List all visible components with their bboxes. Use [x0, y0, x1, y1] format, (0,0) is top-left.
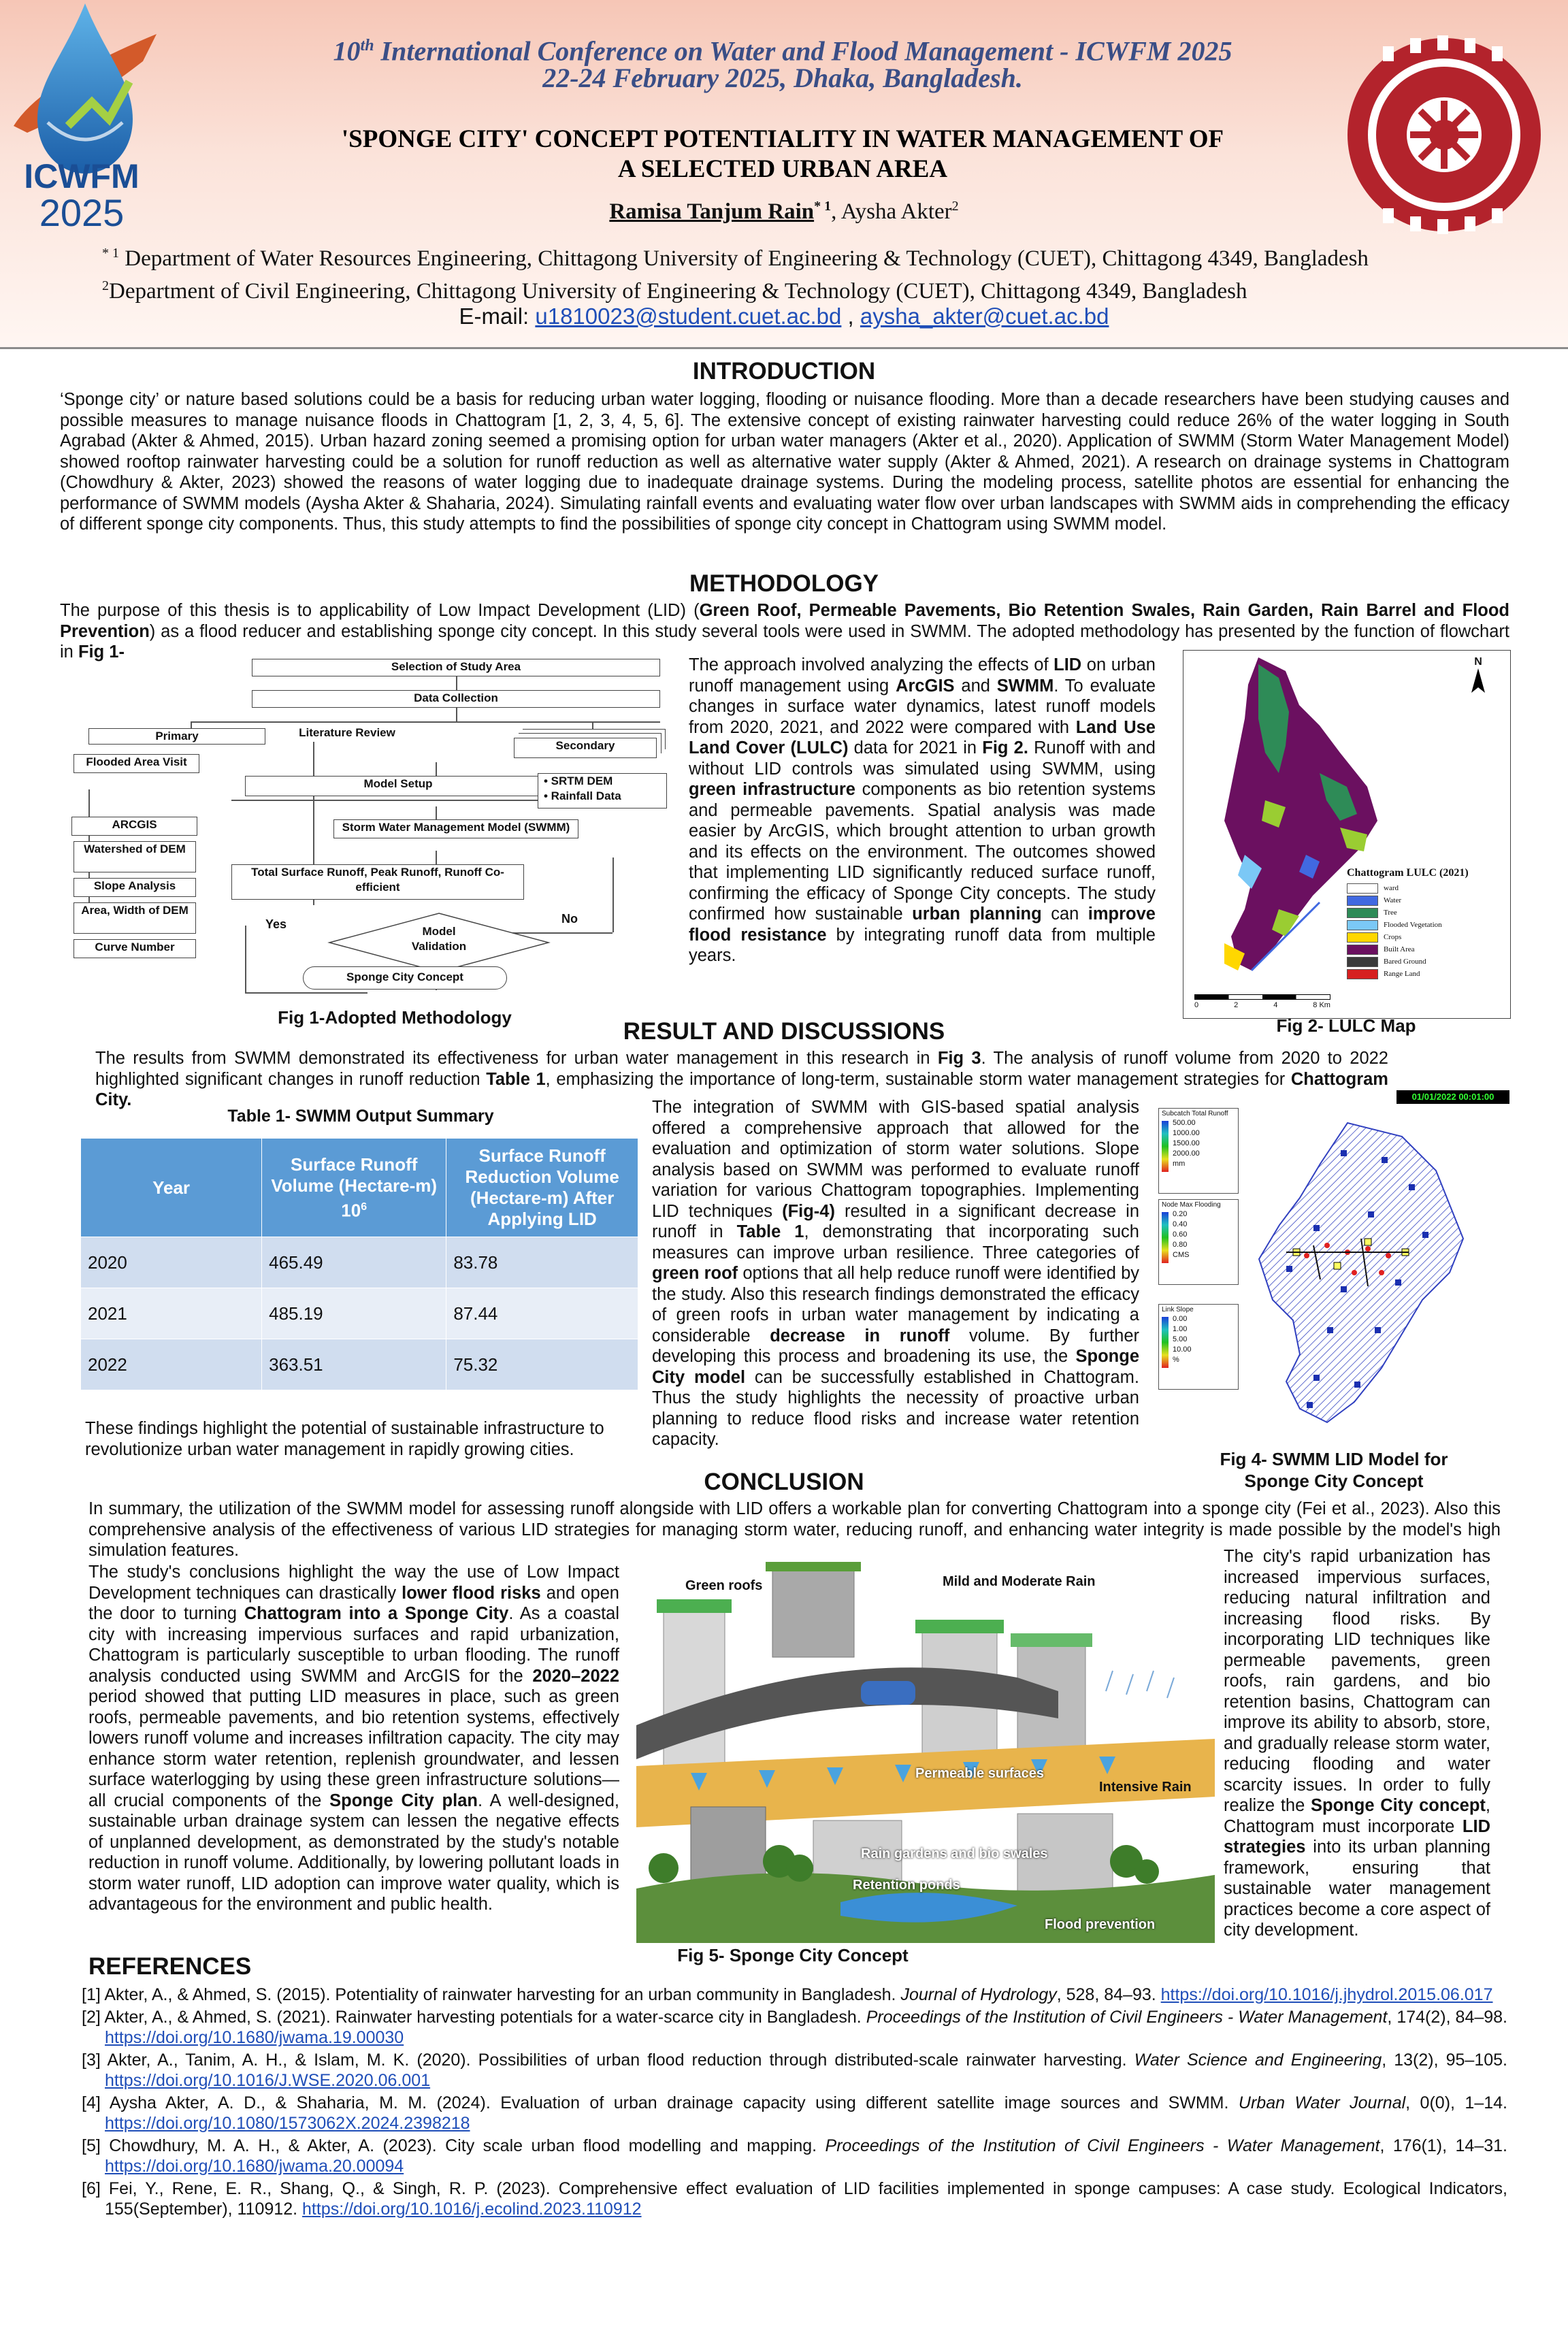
fc-yes: Yes — [265, 917, 287, 931]
lulc-legend-item: Tree — [1347, 906, 1503, 919]
reference-link[interactable]: https://doi.org/10.1080/1573062X.2024.2398218 — [105, 2114, 470, 2133]
fc-model-setup: Model Setup — [245, 776, 551, 796]
north-arrow-icon — [1471, 668, 1485, 693]
methodology-flowchart — [68, 653, 681, 1007]
findings-text: These findings highlight the potential of sustainable infrastructure to revolutionize urban water management in rapidly growing cities. — [85, 1419, 604, 1459]
logo-text-icwfm: ICWFM — [24, 157, 140, 195]
fc-data-collection: Data Collection — [252, 690, 660, 708]
fc-total-runoff: Total Surface Runoff, Peak Runoff, Runoff Co-efficient — [231, 864, 524, 900]
email-line: E-mail: u1810023@student.cuet.ac.bd , aysha_akter@cuet.ac.bd — [459, 304, 1109, 329]
swmm-legend-flooding: Node Max Flooding 0.20 0.40 0.60 0.80 CMS — [1158, 1199, 1239, 1285]
conclusion-heading: CONCLUSION — [704, 1469, 864, 1495]
legend-swatch — [1347, 920, 1378, 930]
table-header-reduction: Surface Runoff Reduction Volume (Hectare-m) After Applying LID — [446, 1139, 638, 1237]
methodology-heading: METHODOLOGY — [689, 570, 879, 597]
reference-link[interactable]: https://doi.org/10.1680/jwama.20.00094 — [105, 2157, 404, 2176]
conclusion-right: The city's rapid urbanization has increased impervious surfaces, reducing natural infiltration and increasing flood risks. By incorporating LID techniques like permeable pavements, green roofs, rain gardens, and bio retention basins, Chattogram can improve its ability to absorb, store, and gradually release storm water, reducing flooding and water scarcity issues. In order to fully realize the Sponge City concept, Chattogram must incorporate LID strategies into its urban planning framework, ensuring that sustainable water management practices become a core aspect of city development. — [1224, 1547, 1490, 1940]
fc-no: No — [561, 912, 578, 926]
affiliation-2: $^2$Department of Civil Engineering, Chittagong University of Engineering & Technology (CUET), Chittagong 4349, Bangladesh — [102, 278, 1247, 304]
poster-title-line-1: 'SPONGE CITY' CONCEPT POTENTIALITY IN WATER MANAGEMENT OF — [341, 125, 1224, 153]
table-row: 2022 363.51 75.32 — [81, 1339, 638, 1390]
label-intensive-rain: Intensive Rain — [1099, 1780, 1192, 1795]
label-flood-prevention: Flood prevention — [1045, 1917, 1156, 1932]
reference-item: [2] Akter, A., & Ahmed, S. (2021). Rainwater harvesting potentials for a water-scarce city in Bangladesh. Proceedings of the Institution of Civil Engineers - Water Management, 174(2), 84–98. https://doi.org/10.1680/jwama.19.00030 — [82, 2008, 1507, 2047]
reference-item: [1] Akter, A., & Ahmed, S. (2015). Potentiality of rainwater harvesting for an urban community in Bangladesh. Journal of Hydrology, 528, 84–93. https://doi.org/10.1016/j.jhydrol.2015.06.017 — [82, 1985, 1493, 2004]
methodology-intro: The purpose of this thesis is to applicability of Low Impact Development (LID) (Green Roof, Permeable Pavements, Bio Retention Swales, Rain Garden, Rain Barrel and Flood Prevention) as a flood reducer and establishing sponge city concept. In this study several tools were used in SWMM. The adopted methodology has presented by the function of flowchart in Fig 1- — [60, 601, 1510, 662]
fc-slope: Slope Analysis — [74, 878, 196, 897]
fc-srtm-rainfall: • SRTM DEM • Rainfall Data — [538, 773, 667, 808]
legend-swatch — [1347, 883, 1378, 894]
conference-line-1: 10th International Conference on Water and Flood Management - ICWFM 2025 — [333, 35, 1232, 67]
reference-item: [5] Chowdhury, M. A. H., & Akter, A. (2023). City scale urban flood modelling and mapping. Proceedings of the Institution of Civil Engineers - Water Management, 176(1), 14–31. https://doi.org/10.1680/jwama.20.00094 — [82, 2136, 1507, 2176]
fc-literature: Literature Review — [299, 726, 395, 739]
results-heading: RESULT AND DISCUSSIONS — [623, 1018, 945, 1045]
table-header-year: Year — [81, 1139, 262, 1237]
introduction-text: ‘Sponge city’ or nature based solutions could be a basis for reducing urban water logging, flooding or nuisance flooding. More than a decade researchers have been studying causes and possible measures to manage nuisance floods in Chattogram [1, 2, 3, 4, 5, 6]. The extensive concept of existing rainwater harvesting could reduce 26% of the water logging in South Agrabad (Akter & Ahmed, 2015). Urban hazard zoning seemed a promising option for urban water managers (Akter et al., 2020). Application of SWMM (Storm Water Management Model) showed rooftop rainwater harvesting could be a solution for runoff reduction as well as alternative water supply (Akter & Ahmed, 2021). A research on drainage systems in Chattogram (Chowdhury & Akter, 2023) showed the reasons of water logging due to inadequate drainage systems. During the modeling process, satellite photos are essential for enhancing the performance of SWMM models (Aysha Akter & Shaharia, 2024). Simulating rainfall events and evaluating water flow over urban landscapes with SWMM aids in comprehending the efficacy of different sponge city components. Thus, this study attempts to find the possibilities of sponge city concept in Chattogram using SWMM model. — [60, 390, 1509, 534]
lulc-legend-item: Built Area — [1347, 943, 1503, 956]
legend-swatch — [1347, 896, 1378, 906]
fc-selection: Selection of Study Area — [252, 659, 660, 676]
swmm-legend-slope: Link Slope 0.00 1.00 5.00 10.00 % — [1158, 1304, 1239, 1390]
table-row: 2021 485.19 87.44 — [81, 1288, 638, 1339]
swmm-lid-map — [1157, 1089, 1511, 1443]
legend-swatch — [1347, 945, 1378, 955]
lulc-legend-item: ward — [1347, 882, 1503, 894]
results-intro: The results from SWMM demonstrated its effectiveness for urban water management in this research in Fig 3. The analysis of runoff volume from 2020 to 2022 highlighted significant changes in runoff reduction Table 1, emphasizing the importance of long-term, sustainable storm water management strategies for Chattogram City. — [95, 1049, 1388, 1109]
lulc-legend-item: Water — [1347, 894, 1503, 906]
lulc-legend-item: Flooded Vegetation — [1347, 919, 1503, 931]
references-list — [82, 1984, 1507, 2221]
introduction-heading: INTRODUCTION — [692, 358, 876, 385]
fc-flooded-visit: Flooded Area Visit — [74, 754, 199, 773]
authors: Ramisa Tanjum Rain$^{* 1}$, Aysha Akter$^2$ — [609, 199, 959, 224]
reference-link[interactable]: https://doi.org/10.1680/jwama.19.00030 — [105, 2028, 404, 2047]
fc-curve: Curve Number — [74, 939, 196, 958]
lulc-legend-item: Bared Ground — [1347, 956, 1503, 968]
results-paragraph: The integration of SWMM with GIS-based spatial analysis offered a comprehensive approach that allowed for the evaluation and optimization of storm water solutions. Slope analysis based on SWMM was performed to evaluate runoff variation for various Chattogram topographies. Implementing LID techniques (Fig-4) resulted in a significant decrease in runoff in Table 1, demonstrating that incorporating such measures can improve urban resilience. Three categories of green roof options that all help reduce runoff were identified by the study. Also this research findings demonstrated the efficacy of green roofs in urban water management by indicating a considerable decrease in runoff volume. By further developing this process and broadening its use, the Sponge City model can be successfully established in Chattogram. Thus the study highlights the necessity of proactive urban planning to reduce flood risks and increase water retention capacity. — [652, 1098, 1140, 1449]
fig5-caption: Fig 5- Sponge City Concept — [677, 1945, 909, 1965]
lulc-scale: 0 2 4 8 Km — [1194, 994, 1330, 1009]
lulc-legend-item: Crops — [1347, 931, 1503, 943]
references-heading: REFERENCES — [88, 1953, 252, 1980]
fc-area-width: Area, Width of DEM — [74, 902, 196, 934]
main-author: Ramisa Tanjum Rain — [609, 199, 815, 224]
swmm-timestamp: 01/01/2022 00:01:00 — [1396, 1090, 1509, 1104]
label-green-roofs: Green roofs — [685, 1578, 763, 1593]
fc-arcgis: ARCGIS — [71, 817, 197, 836]
table-row: 2020 465.49 83.78 — [81, 1237, 638, 1288]
email-link-2[interactable]: aysha_akter@cuet.ac.bd — [860, 304, 1109, 329]
reference-link[interactable]: https://doi.org/10.1016/J.WSE.2020.06.001 — [105, 2071, 431, 2090]
legend-swatch — [1347, 932, 1378, 943]
email-link-1[interactable]: u1810023@student.cuet.ac.bd — [535, 304, 842, 329]
fc-swmm: Storm Water Management Model (SWMM) — [333, 819, 578, 838]
methodology-paragraph: The approach involved analyzing the effects of LID on urban runoff management using ArcGIS and SWMM. To evaluate changes in surface water dynamics, latest runoff models from 2020, 2021, and 2022 were compared with Land Use Land Cover (LULC) data for 2021 in Fig 2. Runoff with and without LID controls was simulated using SWMM, using green infrastructure components as bio retention systems and permeable pavements. Spatial analysis was made easier by ArcGIS, which brought attention to urban growth and its effects on the environment. The outcomes showed that implementing LID significantly reduced surface runoff, confirming the efficacy of Sponge City concepts. The study confirmed how sustainable urban planning can improve flood resistance by integrating runoff data from multiple years. — [689, 655, 1156, 965]
reference-item: [6] Fei, Y., Rene, E. R., Shang, Q., & Singh, R. P. (2023). Comprehensive effect evaluation of LID facilities implemented in sponge campuses: A case study. Ecological Indicators, 155(September), 110912. https://doi.org/10.1016/j.ecolind.2023.110912 — [82, 2179, 1507, 2219]
fc-validation: Model Validation — [411, 925, 467, 953]
reference-link[interactable]: https://doi.org/10.1016/j.ecolind.2023.110912 — [302, 2200, 642, 2219]
reference-item: [4] Aysha Akter, A. D., & Shaharia, M. M. (2024). Evaluation of urban drainage capacity using different satellite image sources and SWMM. Urban Water Journal, 0(0), 1–14. https://doi.org/10.1080/1573062X.2024.2398218 — [82, 2093, 1507, 2133]
poster-title-line-2: A SELECTED URBAN AREA — [617, 155, 948, 183]
legend-swatch — [1347, 908, 1378, 918]
fig2-caption: Fig 2- LULC Map — [1276, 1015, 1416, 1036]
lulc-legend: Chattogram LULC (2021) ward Water Tree Flooded Vegetation Crops Built Area Bared Ground Range Land — [1347, 867, 1503, 980]
affiliation-1: $^{* 1}$ Department of Water Resources Engineering, Chittagong University of Engineering & Technology (CUET), Chittagong 4349, Bangladesh — [102, 246, 1369, 271]
conference-line-2: 22-24 February 2025, Dhaka, Bangladesh. — [542, 63, 1023, 93]
fc-secondary: Secondary — [514, 738, 657, 758]
fig1-caption: Fig 1-Adopted Methodology — [278, 1007, 512, 1028]
legend-swatch — [1347, 969, 1378, 979]
table-caption: Table 1- SWMM Output Summary — [227, 1107, 494, 1126]
swmm-legend-runoff: Subcatch Total Runoff 500.00 1000.00 1500.00 2000.00 mm — [1158, 1108, 1239, 1194]
label-permeable: Permeable surfaces — [915, 1766, 1045, 1781]
reference-item: [3] Akter, A., Tanim, A. H., & Islam, M. K. (2020). Possibilities of urban flood reduction through distributed-scale rainwater harvesting. Water Science and Engineering, 13(2), 95–105. https://doi.org/10.1016/J.WSE.2020.06.001 — [82, 2051, 1507, 2090]
legend-swatch — [1347, 957, 1378, 967]
label-rain-gardens: Rain gardens and bio swales — [861, 1846, 1048, 1861]
fc-sponge: Sponge City Concept — [303, 966, 507, 990]
north-arrow: N — [1468, 656, 1488, 696]
fc-watershed: Watershed of DEM — [74, 841, 196, 872]
lulc-map — [1183, 650, 1511, 1019]
conclusion-left: The study's conclusions highlight the way the use of Low Impact Development techniques can drastically lower flood risks and open the door to turning Chattogram into a Sponge City. As a coastal city with increasing impervious surfaces and rapid urbanization, Chattogram is particularly susceptible to urban flooding. The runoff analysis conducted using SWMM and ArcGIS for the 2020–2022 period showed that putting LID measures in place, such as green roofs, permeable pavements, and bio retention systems, effectively lowers runoff volume and increases infiltration capacity. The city may enhance storm water retention, replenish groundwater, and lessen surface waterlogging by using these green infrastructure solutions—all crucial components of the Sponge City plan. A well-designed, sustainable urban drainage system can lessen the negative effects of unplanned development, as demonstrated by the study's notable reduction in runoff volume. Additionally, by lowering pollutant loads in storm water runoff, LID adoption can improve water quality, which is advantageous for the environment and public health. — [88, 1563, 620, 1914]
reference-link[interactable]: https://doi.org/10.1016/j.jhydrol.2015.06.017 — [1160, 1985, 1493, 2004]
conclusion-summary: In summary, the utilization of the SWMM model for assessing runoff alongside with LID offers a workable plan for converting Chattogram into a sponge city (Fei et al., 2023). Also this comprehensive analysis of the effectiveness of various LID strategies for managing storm water, reducing runoff, and enhancing water integrity is made possible by the model's high simulation features. — [88, 1499, 1501, 1560]
second-author: Aysha Akter — [840, 199, 952, 224]
fig4-caption: Fig 4- SWMM LID Model for Sponge City Concept — [1220, 1449, 1448, 1491]
logo-text-year: 2025 — [39, 191, 125, 234]
label-mild-rain: Mild and Moderate Rain — [943, 1574, 1096, 1589]
swmm-network-graphic — [1245, 1109, 1511, 1436]
swmm-output-table — [80, 1138, 638, 1390]
sponge-city-illustration — [636, 1562, 1215, 1943]
lulc-legend-item: Range Land — [1347, 968, 1503, 980]
fc-primary: Primary — [88, 728, 265, 745]
table-header-runoff: Surface Runoff Volume (Hectare-m) $10^6$ — [262, 1139, 446, 1237]
label-retention: Retention ponds — [853, 1878, 960, 1893]
